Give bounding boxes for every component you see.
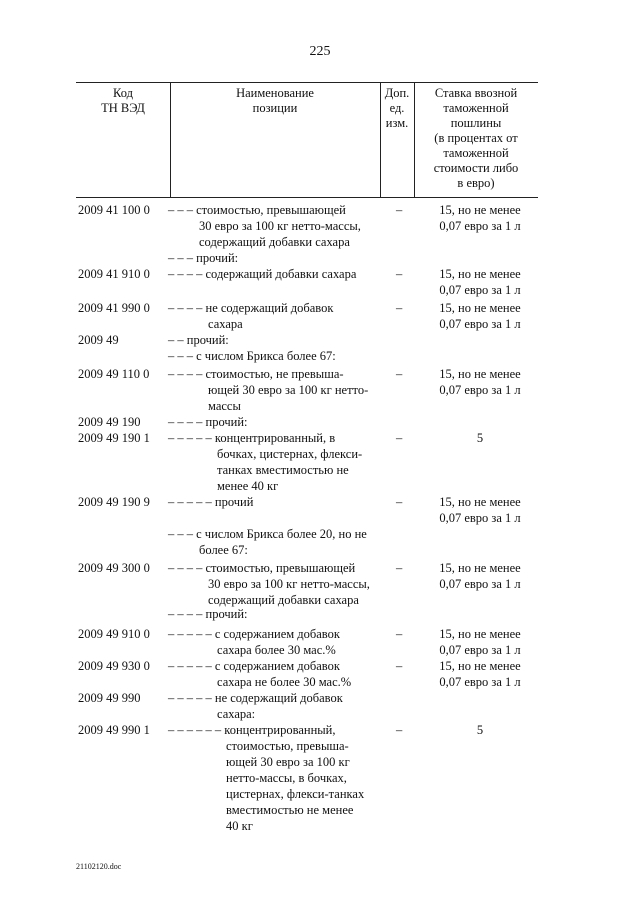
row-code: 2009 41 910 0 bbox=[78, 267, 150, 281]
row-rate-line: 5 bbox=[476, 723, 484, 737]
row-unit: – bbox=[396, 367, 403, 381]
row-unit: – bbox=[396, 723, 403, 737]
row-name-line: – – – – прочий: bbox=[168, 607, 248, 621]
row-name-line: – – – стоимостью, превышающей bbox=[168, 203, 346, 217]
row-unit: – bbox=[396, 431, 403, 445]
row-code: 2009 49 910 0 bbox=[78, 627, 150, 641]
header-name bbox=[170, 86, 380, 116]
row-name-line: бочках, цистернах, флекси- bbox=[217, 447, 363, 461]
row-name-line: – – – с числом Брикса более 20, но не bbox=[168, 527, 367, 541]
row-unit: – bbox=[396, 627, 403, 641]
row-name-line: менее 40 кг bbox=[217, 479, 279, 493]
row-rate-line: 15, но не менее bbox=[439, 301, 521, 315]
row-name-line: – – – – – не содержащий добавок bbox=[168, 691, 343, 705]
row-code: 2009 49 190 bbox=[78, 415, 141, 429]
header-rate-line: таможенной bbox=[443, 101, 509, 115]
row-rate-line: 5 bbox=[476, 431, 484, 445]
header-rate-line: (в процентах от bbox=[434, 131, 518, 145]
row-name-line: – – – – не содержащий добавок bbox=[168, 301, 334, 315]
header-unit-line: изм. bbox=[385, 116, 409, 130]
row-unit: – bbox=[396, 561, 403, 575]
row-name-line: – – – – – концентрированный, в bbox=[168, 431, 336, 445]
header-unit bbox=[380, 86, 414, 131]
row-name-line: – – – – содержащий добавки сахара bbox=[168, 267, 357, 281]
row-rate-line: 15, но не менее bbox=[439, 659, 521, 673]
row-name-line: 30 евро за 100 кг нетто-массы, bbox=[199, 219, 361, 233]
row-name-line: более 67: bbox=[199, 543, 248, 557]
row-code: 2009 49 110 0 bbox=[78, 367, 150, 381]
row-name-line: – – – – – – концентрированный, bbox=[168, 723, 336, 737]
row-rate-line: 15, но не менее bbox=[439, 495, 521, 509]
row-name-line: вместимостью не менее bbox=[226, 803, 354, 817]
row-code: 2009 49 990 bbox=[78, 691, 141, 705]
header-name-line: позиции bbox=[252, 101, 298, 115]
row-name-line: – – – – – с содержанием добавок bbox=[168, 659, 340, 673]
row-name-line: – – – – прочий: bbox=[168, 415, 248, 429]
row-rate-line: 0,07 евро за 1 л bbox=[439, 675, 521, 689]
row-name-line: сахара не более 30 мас.% bbox=[217, 675, 352, 689]
row-unit: – bbox=[396, 659, 403, 673]
header-rate-line: пошлины bbox=[450, 116, 502, 130]
row-code: 2009 49 190 9 bbox=[78, 495, 150, 509]
row-name-line: сахара bbox=[208, 317, 243, 331]
row-name-line: ющей 30 евро за 100 кг bbox=[226, 755, 350, 769]
row-rate-line: 0,07 евро за 1 л bbox=[439, 219, 521, 233]
header-code-line: ТН ВЭД bbox=[101, 101, 145, 115]
row-unit: – bbox=[396, 203, 403, 217]
header-unit-line: ед. bbox=[389, 101, 405, 115]
row-code: 2009 41 990 0 bbox=[78, 301, 150, 315]
row-rate-line: 0,07 евро за 1 л bbox=[439, 283, 521, 297]
row-rate-line: 0,07 евро за 1 л bbox=[439, 577, 521, 591]
row-rate-line: 0,07 евро за 1 л bbox=[439, 383, 521, 397]
row-rate-line: 0,07 евро за 1 л bbox=[439, 317, 521, 331]
row-unit: – bbox=[396, 301, 403, 315]
row-rate-line: 15, но не менее bbox=[439, 367, 521, 381]
header-rate-line: стоимости либо bbox=[433, 161, 519, 175]
header-code-line: Код bbox=[113, 86, 133, 100]
row-rate-line: 0,07 евро за 1 л bbox=[439, 643, 521, 657]
row-name-line: массы bbox=[208, 399, 241, 413]
row-name-line: – – – – стоимостью, превышающей bbox=[168, 561, 356, 575]
row-name-line: 40 кг bbox=[226, 819, 253, 833]
row-name-line: – – – прочий: bbox=[168, 251, 239, 265]
row-name-line: содержащий добавки сахара bbox=[199, 235, 350, 249]
header-code bbox=[76, 86, 170, 116]
page-number: 225 bbox=[309, 44, 331, 59]
header-name-line: Наименование bbox=[236, 86, 314, 100]
row-code: 2009 49 bbox=[78, 333, 119, 347]
row-name-line: – – – – – прочий bbox=[168, 495, 254, 509]
header-unit-line: Доп. bbox=[384, 86, 410, 100]
row-name-line: 30 евро за 100 кг нетто-массы, bbox=[208, 577, 370, 591]
row-code: 2009 41 100 0 bbox=[78, 203, 150, 217]
row-name-line: сахара более 30 мас.% bbox=[217, 643, 336, 657]
row-rate-line: 0,07 евро за 1 л bbox=[439, 511, 521, 525]
row-rate-line: 15, но не менее bbox=[439, 267, 521, 281]
row-name-line: стоимостью, превыша- bbox=[226, 739, 349, 753]
row-rate-line: 15, но не менее bbox=[439, 561, 521, 575]
row-code: 2009 49 300 0 bbox=[78, 561, 150, 575]
row-code: 2009 49 930 0 bbox=[78, 659, 150, 673]
row-name-line: сахара: bbox=[217, 707, 256, 721]
footer-filename: 21102120.doc bbox=[76, 862, 122, 871]
header-top-rule bbox=[76, 82, 538, 83]
row-unit: – bbox=[396, 267, 403, 281]
header-rate-line: в евро) bbox=[457, 176, 495, 190]
row-code: 2009 49 190 1 bbox=[78, 431, 150, 445]
row-name-line: содержащий добавки сахара bbox=[208, 593, 359, 607]
row-name-line: нетто-массы, в бочках, bbox=[226, 771, 347, 785]
header-bottom-rule bbox=[76, 197, 538, 198]
row-name-line: ющей 30 евро за 100 кг нетто- bbox=[208, 383, 369, 397]
row-name-line: – – – с числом Брикса более 67: bbox=[168, 349, 336, 363]
header-rate-line: таможенной bbox=[443, 146, 509, 160]
row-name-line: – – – – – с содержанием добавок bbox=[168, 627, 340, 641]
row-name-line: – – – – стоимостью, не превыша- bbox=[168, 367, 344, 381]
row-rate-line: 15, но не менее bbox=[439, 203, 521, 217]
row-rate-line: 15, но не менее bbox=[439, 627, 521, 641]
row-name-line: цистернах, флекси-танках bbox=[226, 787, 365, 801]
row-code: 2009 49 990 1 bbox=[78, 723, 150, 737]
row-name-line: танках вместимостью не bbox=[217, 463, 349, 477]
row-unit: – bbox=[396, 495, 403, 509]
row-name-line: – – прочий: bbox=[168, 333, 229, 347]
header-rate bbox=[414, 86, 538, 191]
header-rate-line: Ставка ввозной bbox=[434, 86, 518, 100]
